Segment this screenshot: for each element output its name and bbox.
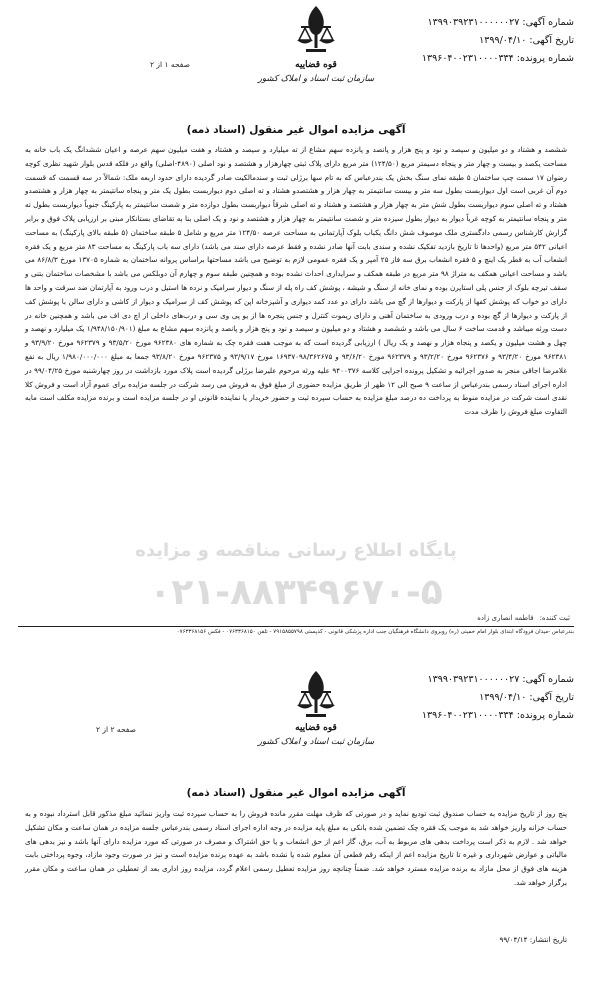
judiciary-emblem-icon [294, 667, 338, 723]
ad-date: تاریخ آگهی: ۱۳۹۹/۰۴/۱۰ [479, 692, 574, 703]
notice-title: آگهی مزایده اموال غیر منقول (اسناد ذمه) [186, 124, 406, 136]
ad-number: شماره آگهی: ۱۳۹۹۰۳۹۲۳۱۰۰۰۰۰۰۲۷ [427, 674, 574, 685]
notice-body: پنج روز از تاریخ مزایده به حساب صندوق ثبت تودیع نماید و در صورتی که ظرف مهلت مقرر مانده فروش را به حساب سپرده ثبت واریز ننمائید مبلغ مذکور قابل استرداد نبوده و به حساب خزانه واریز خواهد شد به موجب یک فقره چک تضمین شده بانکی به مبلغ پایه مزایده در وجه اداره اجرای اسناد رسمی بندرعباس جلسه مزایده در همان ساعت و مکان تشکیل خواهد شد . لازم به ذکر است پرداخت بدهی های مربوط به آب، برق، گاز اعم از حق انشعاب و یا حق اشتراک و مصرف در صورتی که مورد مزایده دارای آنها باشد و نیز بدهی های مالیاتی و عوارض شهرداری و غیره تا تاریخ مزایده اعم از اینکه رقم قطعی آن معلوم شده یا نشده باشد به عهده برنده مزایده است و نیز در صورت وجود مازاد، وجوه پرداختی بابت هزینه های فوق از محل مازاد به برنده مزایده مسترد خواهد شد. ضمناً چنانچه روز مزایده تعطیل رسمی اعلام گردد، مزایده روز اداری بعد از تعطیلی در همان ساعت و مکان مقرر برگزار خواهد شد. [25, 809, 567, 887]
org-line-2: سازمان ثبت اسناد و املاک کشور [257, 737, 375, 747]
page-number: صفحه ۱ از ۲ [150, 60, 190, 69]
page-number: صفحه ۲ از ۲ [96, 725, 136, 734]
notice-title: آگهی مزایده اموال غیر منقول (اسناد ذمه) [186, 787, 406, 799]
judiciary-emblem-icon [294, 2, 338, 58]
org-line-1: قوه قضاییه [295, 723, 337, 733]
signer-name: فاطمه انصاری زاده [477, 614, 534, 622]
ad-date: تاریخ آگهی: ۱۳۹۹/۰۴/۱۰ [479, 35, 574, 46]
notice-body: ششصد و هشتاد و دو میلیون و سیصد و نود و پنج هزار و پانصد و پانزده سهم مشاع از ته میلیارد و سیصد و هشتاد و هفت میلیون سهم عرصه و اعیان ششدانگ یک باب خانه به مساحت یکصد و بیست و چهار متر و پنجاه دسیمتر مربع (۱۲۴/۵۰) متر مربع دارای پلاک ثبتی چهارهزار و هشتصد و نود اصلی (۴۸۹۰-اصلی) واقع در فلکه قدس بلوار شهید نظری کوچه رضوان ۱۷ سمت چپ ساختمان ۵ طبقه نمای سنگ بخش یک بندرعباس که به تام سها برژلی ثبت و سندمالکیت صادر گردیده دارای حدود اربعه ملک: شمالاً در سه قسمت که قسمت دوم آن غربی است اول دیواربست بطول سه متر و بیست سانتیمتر به چهار هزار و هشتصدو هشتاد و ته اصلی دوم دیواربست بطول یک متر و پنجاه سانتیمتر به چهار هزار و هشتصدو هشتاد و ته اصلی سوم دیواربست بطول شش متر به چهار هزار و هشتصد و هشتاد و ته اصلی شرقاً دیواربست بطول دوازده متر و شصت سانتیمتر به پارکینگ جنوباً دیواربست بطول ته متر و پنجاه سانتیمتر به کوچه غرباً دیوار به دیوار بطول سیزده متر و شصت سانتیمتر به چهار هزار و هشتصد و نود و یک اصلی بنا به تقاضای بستانکار مبنی بر ارزیابی پلاک فوق و برابر گزارش کارشناس رسمی دادگستری ملک موصوف شش دانگ یکباب بلوک آپارتمانی به مساحت عرصه ۱۲۴/۵۰ متر مربع و شامل ۵ طبقه ساختمان (۵ طبقه بالای پارکینگ) به مساحت اعیانی ۵۴۲ متر مربع (واحدها تا تاریخ بازدید تفکیک نشده و سندی بابت آنها صادر نشده و فقط عرصه دارای سند می باشد) دارای سه باب پارکینگ به مساحت ۸۳ متر مربع و یک فقره انشعاب آب به قطر یک اینچ و ۵ فقره انشعاب برق سه فاز ۲۵ آمپر و یک فقره عمومی لازم به توضیح می باشد مساحتها براساس پروانه ساختمان به شماره ۱۳۷۰۵ مورخ ۸۶/۸/۳ می باشد و مساحت اعیانی همکف به متراژ ۹۸ متر مربع در طبقه همکف و سرایداری احداث نشده بوده و همچنین طبقه سوم و چهارم آن دوبلکس می باشد با مشخصات ساختمان بتنی و سقف تیرچه بلوک از جنس پلی استایرن بوده و نمای خانه از سنگ و شیشه ، پوشش کف راه پله از سنگ و دیوار سرامیک و نرده ها استیل و درب ورود به آپارتمان ضد سرقت و واحد ها دارای دو خواب که پوشش کفها از پارکت و دیوارها از گچ می باشد دارای دو عدد کمد دیواری و آشپزخانه اپن که پوشش کف از سرامیک و دیوار از کاشی و دارای سالن با پوشش کف از پارکت و دیوارها از گچ بوده و درب ورودی به ساختمان آهنی و دارای ریموت کنترل و جنس پنجره ها از یو پی وی سی و درب‌های داخلی از اچ دی اف می باشد و همچنین خانه در دست ورثه میباشد و قدمت ساخت ۶ سال می باشد و ششصد و هشتاد و دو میلیون و سیصد و نود و پنج هزار و پانصد و پانزده سهم مشاع به مبلغ (۱/۹۴۸/۱۵۰/۹۰۱ یک میلیارد و نهصد و چهل و هشت میلیون و یکصد و پنجاه هزار و نهصد و یک ریال ) ارزیابی گردیده است که به موجب هفت فقره چک به شماره های ۹۶۲۳۸۰ مورخ ۹۳/۵/۲۰ و ۹۶۲۳۷۹ مورخ ۹۳/۹/۲۰ و ۹۶۲۳۸۱ مورخ ۹۳/۴/۲۰ و ۹۶۲۳۷۶ مورخ ۹۳/۲/۲۰ و ۹۶۲۳۷۹ مورخ ۹۳/۶/۲۰ و ۱۶۹۳۷۰۹۸/۳۶۲۶۷۵ مورخ ۹۳/۹/۱۷ و ۹۶۲۳۷۵ مورخ ۹۳/۸/۲۰ جمعا به مبلغ ۱/۹۸۰/۰۰۰/۰۰۰ ریال به نفع غلامرضا اجاقی منجر به صدور اجرائیه و تشکیل پرونده اجرایی کلاسه ۹۴۰۰۳۷۶ علیه ورثه مرحوم علیرضا برژلی گردیده است پلاک مورد بازداشت در روز چهارشنبه مورخ ۹۹/۰۴/۲۵ در اداره اجرای اسناد رسمی بندرعباس از ساعت ۹ صبح الی ۱۲ ظهر از طریق مزایده حضوری از مبلغ فوق به فروش می رسد شرکت در جلسه مزایده برای عموم آزاد است و فروش کلا نقدی است شرکت در مزایده منوط به پرداخت ده درصد مبلغ مزایده به حساب سپرده ثبت و حضور خریدار یا نماینده قانونی او در جلسه مزایده است و برنده مزایده مکلف است مابه التفاوت مبلغ فروش را ظرف مدت [24, 145, 568, 417]
publish-date: تاریخ انتشار: ۹۹/۰۴/۱۴ [499, 935, 567, 944]
watermark-text: پایگاه اطلاع رسانی مناقصه و مزایده [135, 540, 457, 561]
signer-row [260, 614, 570, 622]
ad-meta-page-2 [384, 671, 574, 725]
case-number: شماره پرونده: ۱۳۹۶۰۴۰۰۲۳۱۰۰۰۰۳۳۴ [421, 710, 574, 721]
ad-meta [384, 14, 574, 68]
org-line-2: سازمان ثبت اسناد و املاک کشور [257, 74, 375, 84]
case-number: شماره پرونده: ۱۳۹۶۰۴۰۰۲۳۱۰۰۰۰۳۳۴ [421, 53, 574, 64]
office-address-footer: بندرعباس -میدان فرودگاه ابتدای بلوار امام خمینی (ره) روبروی دانشگاه فرهنگیان جنب اداره پزشکی قانونی - کدپستی ۷۹۱۵۸۵۵۷۹۸ - تلفن ۰۷۶۳۳۶۸۱۵۰ - فکس ۰۷۶۳۳۶۸۱۵۶ [18, 626, 574, 639]
page-2 [0, 665, 592, 982]
ad-number: شماره آگهی: ۱۳۹۹۰۳۹۲۳۱۰۰۰۰۰۰۲۷ [427, 17, 574, 28]
watermark-phone: ۰۲۱-۸۸۳۴۹۶۷۰-۵ [149, 572, 443, 613]
signer-label: ثبت کننده: [539, 614, 570, 622]
org-line-1: قوه قضاییه [295, 60, 337, 70]
